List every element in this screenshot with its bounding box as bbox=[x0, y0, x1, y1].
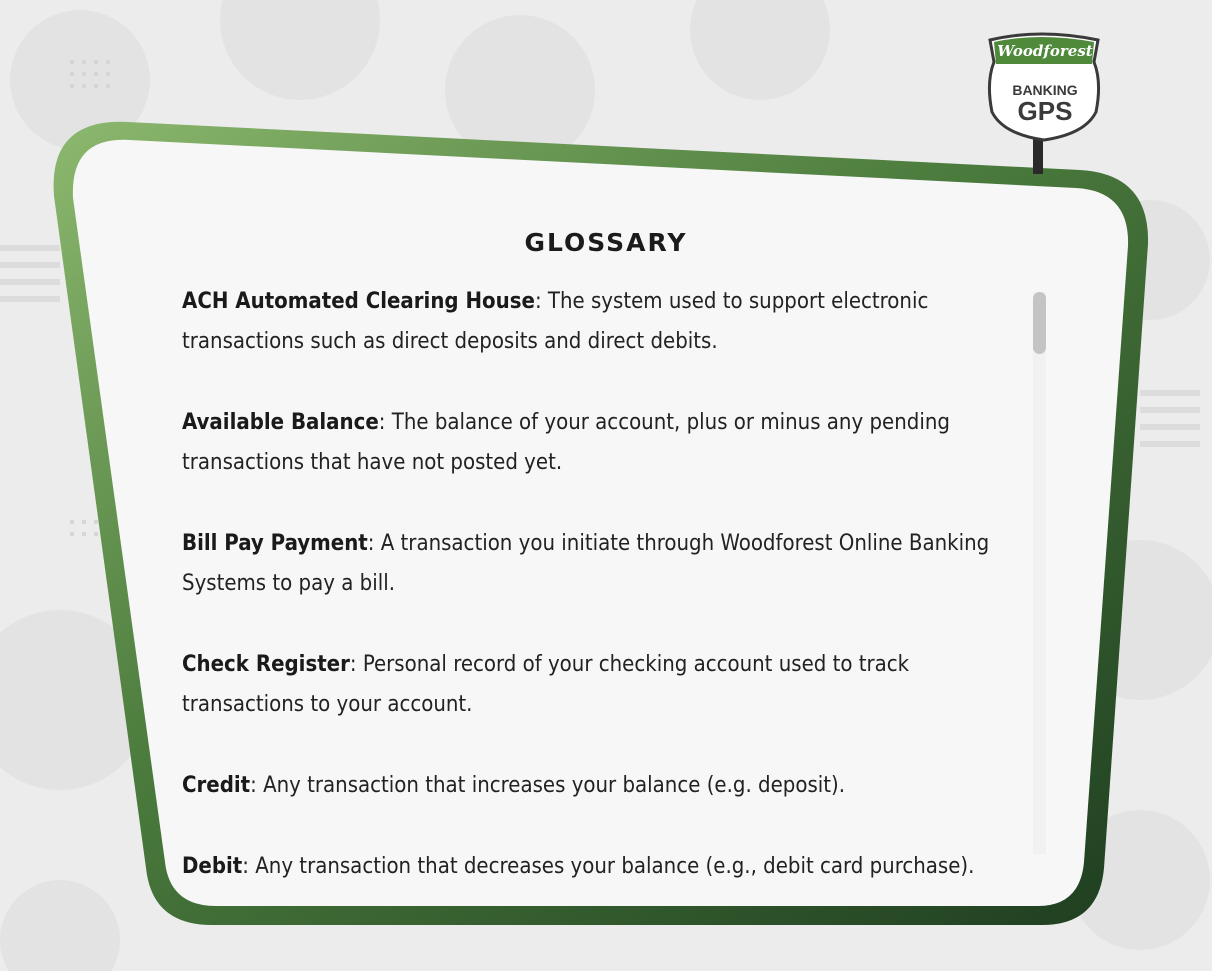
glossary-scrollbar[interactable] bbox=[1033, 292, 1046, 854]
glossary-term: Credit bbox=[182, 773, 251, 798]
glossary-entry bbox=[182, 766, 1027, 806]
glossary-entry bbox=[182, 403, 1027, 483]
glossary-term: Check Register bbox=[182, 652, 350, 677]
glossary-term: Bill Pay Payment bbox=[182, 531, 368, 556]
glossary-definition: : Any transaction that decreases your balance (e.g., debit card purchase). bbox=[242, 854, 975, 879]
glossary-term: Available Balance bbox=[182, 410, 379, 435]
glossary-definition: : The balance of your account, plus or minus any pending transactions that have not posted yet. bbox=[182, 410, 950, 475]
scrollbar-thumb[interactable] bbox=[1033, 292, 1046, 354]
glossary-entry bbox=[182, 847, 1027, 887]
glossary-definition: : Any transaction that increases your balance (e.g. deposit). bbox=[250, 773, 846, 798]
glossary-entry bbox=[182, 524, 1027, 604]
badge-line1: BANKING bbox=[1012, 82, 1078, 98]
glossary-list[interactable] bbox=[182, 282, 1027, 879]
glossary-definition: : Personal record of your checking account used to track transactions to your account. bbox=[182, 652, 910, 717]
glossary-term: ACH Automated Clearing House bbox=[182, 289, 535, 314]
glossary-entry bbox=[182, 282, 1027, 362]
glossary-definition: : A transaction you initiate through Woodforest Online Banking Systems to pay a bill. bbox=[182, 531, 990, 596]
badge-line2: GPS bbox=[1017, 96, 1073, 126]
glossary-definition: : The system used to support electronic transactions such as direct deposits and direct debits. bbox=[182, 289, 929, 354]
glossary-title: GLOSSARY bbox=[524, 228, 688, 257]
brand-name: Woodforest bbox=[997, 42, 1093, 60]
glossary-term: Debit bbox=[182, 854, 243, 879]
glossary-entry bbox=[182, 645, 1027, 725]
